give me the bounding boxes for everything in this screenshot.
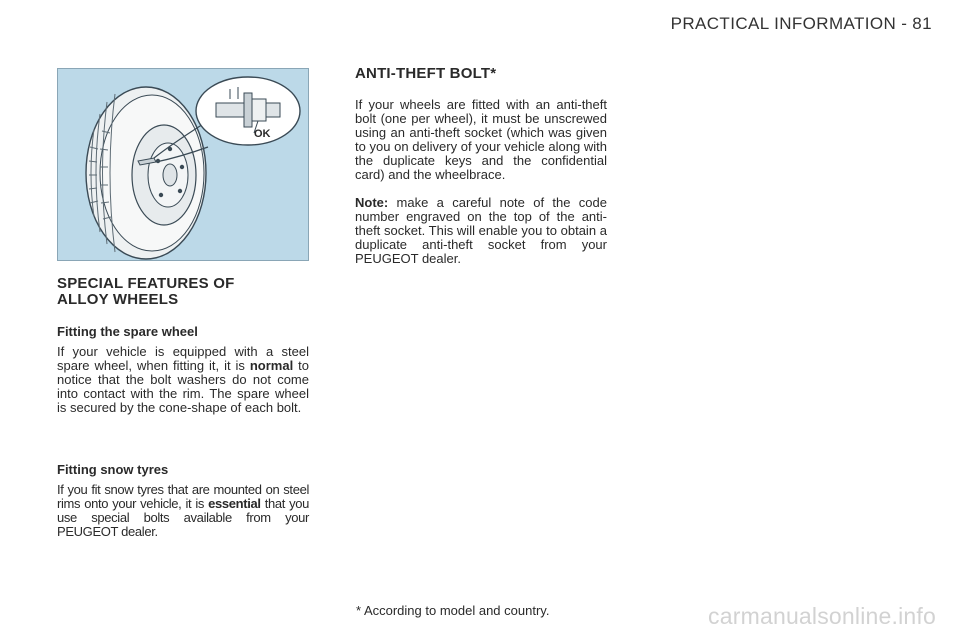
- spare-bold-word: normal: [249, 358, 294, 373]
- spare-wheel-subheading: Fitting the spare wheel: [57, 324, 198, 339]
- bolt-detail-callout: [196, 77, 300, 145]
- snow-tyres-subheading: Fitting snow tyres: [57, 462, 169, 477]
- alloy-wheels-section: [57, 274, 309, 539]
- anti-theft-paragraph: If your wheels are fitted with an anti-theft bolt (one per wheel), it must be unscrewed using an anti-theft socket (which was given to you on delivery of your vehicle along with the duplicate keys and the confidential card) and the wheelbrace.: [355, 97, 607, 182]
- ok-badge: OK: [254, 128, 271, 140]
- anti-theft-section: [355, 66, 607, 266]
- page-number: 81: [912, 14, 932, 33]
- snow-tyres-paragraph: If you fit snow tyres that are mounted on steel rims onto your vehicle, it is essential that you use special bolts available from your PEUGEOT dealer.: [57, 482, 309, 539]
- wheel-illustration: [57, 68, 309, 261]
- page-header: [671, 14, 932, 34]
- header-separator: -: [901, 14, 908, 33]
- note-paragraph: Note: make a careful note of the code number engraved on the top of the anti-theft socket. This will enable you to obtain a duplicate anti-theft socket from your PEUGEOT dealer.: [355, 195, 607, 266]
- rim-drawing: [132, 125, 196, 225]
- watermark: carmanualsonline.info: [708, 603, 936, 629]
- anti-theft-heading: ANTI-THEFT BOLT*: [355, 65, 497, 82]
- alloy-heading-line2: ALLOY WHEELS: [57, 291, 179, 308]
- alloy-wheels-heading: [57, 276, 309, 308]
- snow-bold-word: essential: [208, 496, 261, 511]
- note-label: Note:: [355, 195, 389, 210]
- spare-wheel-paragraph: If your vehicle is equipped with a steel spare wheel, when fitting it, it is normal to notice that the bolt washers do not come into contact with the rim. The spare wheel is secured by the cone-shape of each bolt.: [57, 344, 309, 415]
- alloy-heading-line1: SPECIAL FEATURES OF: [57, 275, 235, 292]
- wheel-bolt-drawing: [58, 69, 308, 260]
- footnote: * According to model and country.: [356, 603, 550, 618]
- section-title: PRACTICAL INFORMATION: [670, 14, 897, 33]
